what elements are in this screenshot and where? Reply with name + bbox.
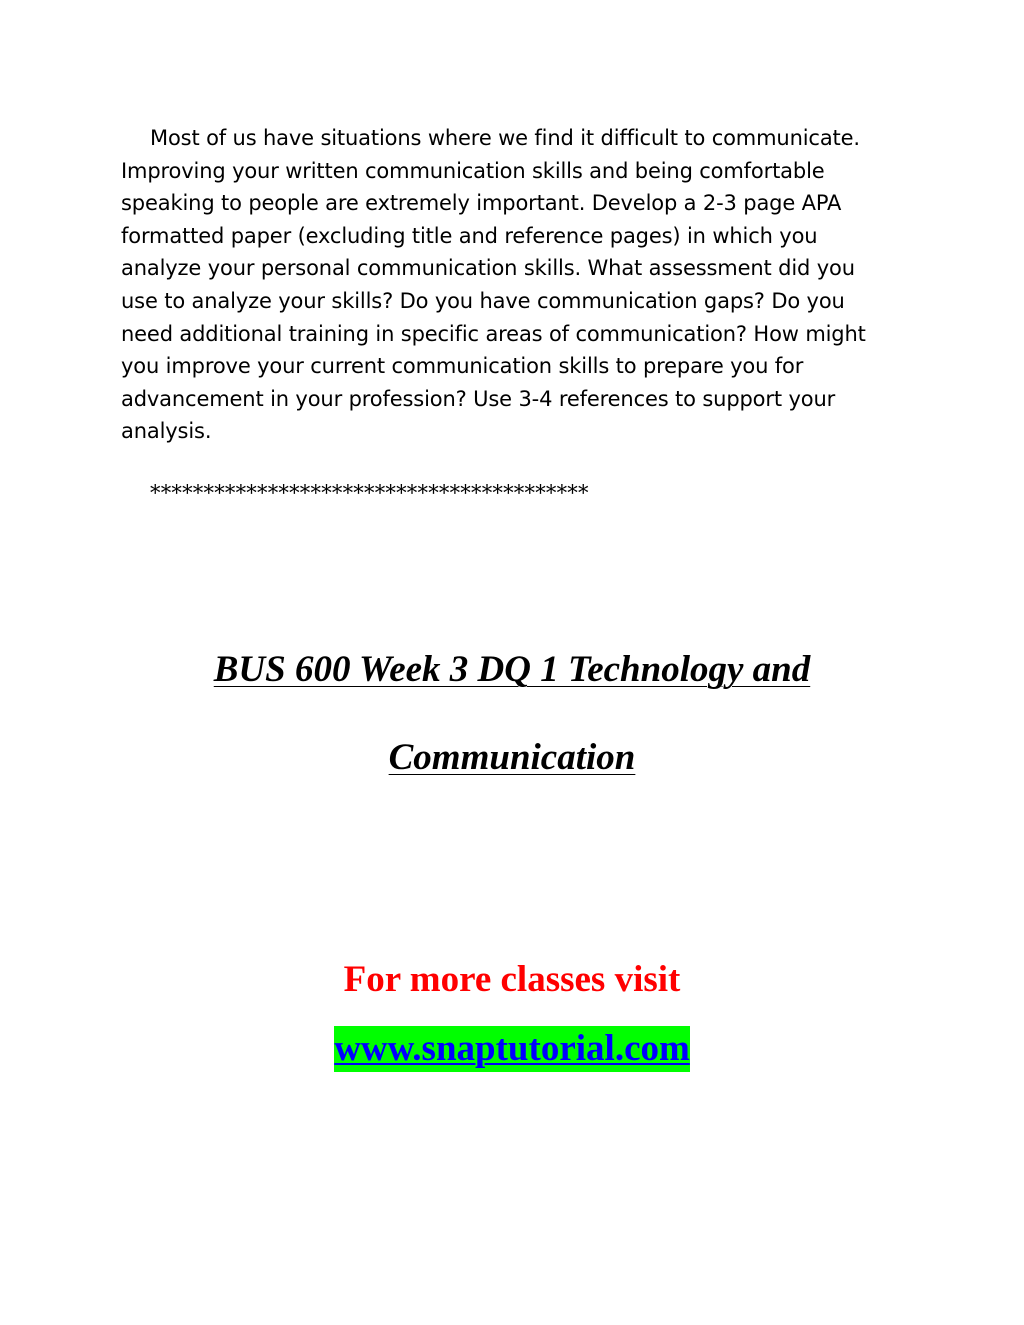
course-title-text-1: BUS 600 Week 3 DQ 1 Technology and xyxy=(213,649,811,690)
course-title-text-2: Communication xyxy=(388,737,636,778)
description-line-9: advancement in your profession? Use 3-4 references to support your xyxy=(121,386,836,411)
description-line-3: speaking to people are extremely important. Develop a 2-3 page APA xyxy=(121,191,842,216)
website-link-container xyxy=(0,1026,1024,1072)
description-line-7: need additional training in specific areas of communication? How might xyxy=(121,321,866,346)
description-line-6: use to analyze your skills? Do you have communication gaps? Do you xyxy=(121,288,845,313)
description-line-5: analyze your personal communication skills. What assessment did you xyxy=(121,256,855,281)
course-title-line-1 xyxy=(0,648,1024,691)
course-title-line-2 xyxy=(0,736,1024,779)
asterisk-separator: ***************************************** xyxy=(150,481,589,505)
promo-heading: For more classes visit xyxy=(343,959,681,1000)
description-line-4: formatted paper (excluding title and reference pages) in which you xyxy=(121,223,818,248)
description-line-8: you improve your current communication skills to prepare you for xyxy=(121,354,804,379)
description-line-10: analysis. xyxy=(121,419,212,444)
website-link[interactable]: www.snaptutorial.com xyxy=(334,1026,690,1072)
description-line-2: Improving your written communication skills and being comfortable xyxy=(121,158,825,183)
description-line-1: Most of us have situations where we find it difficult to communicate. xyxy=(150,126,860,150)
assignment-description xyxy=(121,122,921,448)
